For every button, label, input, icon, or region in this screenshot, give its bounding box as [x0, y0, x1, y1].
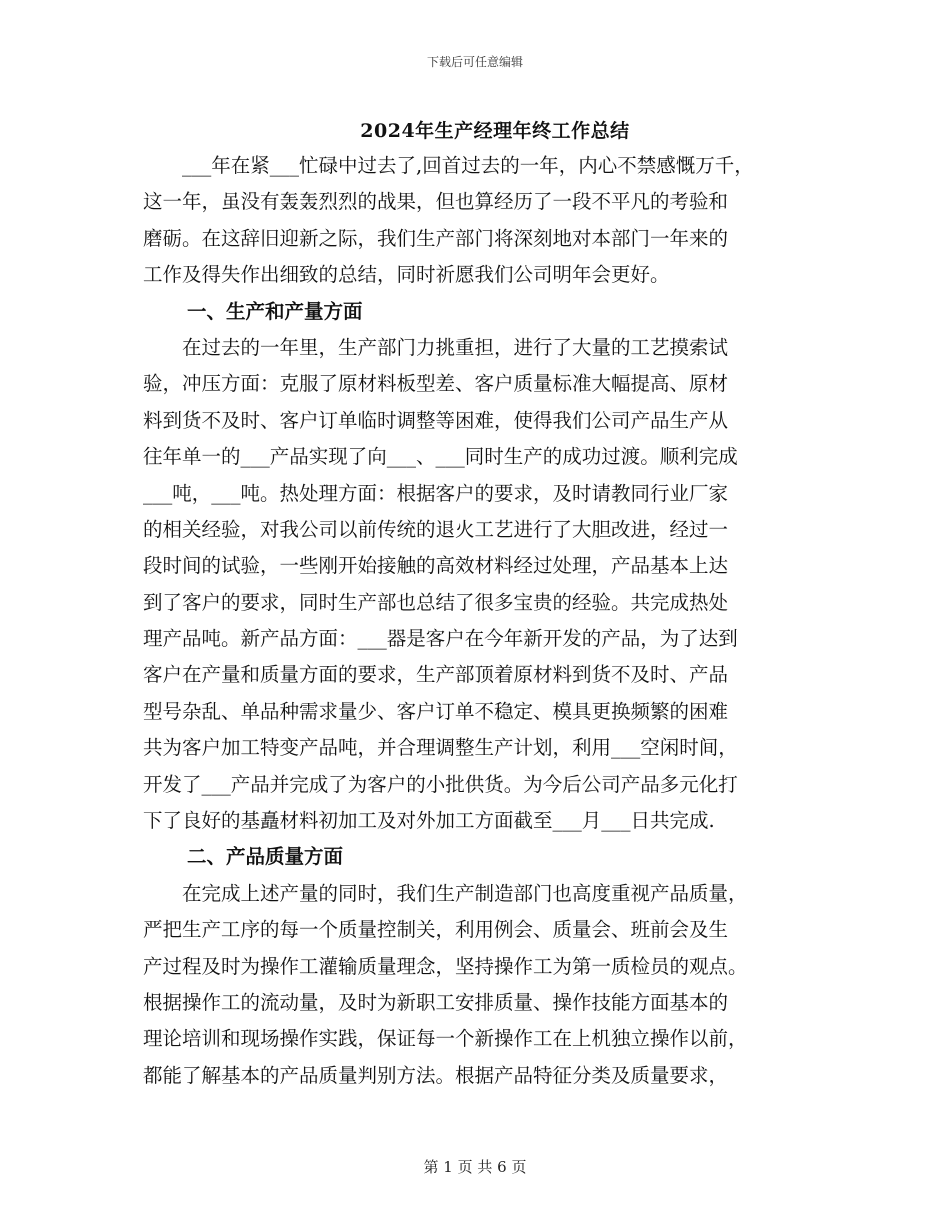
section1-line: 开发了___产品并完成了为客户的小批供货。为今后公司产品多元化打 — [143, 772, 738, 796]
section2-line: 产过程及时为操作工灌输质量理念，坚持操作工为第一质检员的观点。 — [143, 954, 748, 978]
intro-line: 这一年，虽没有轰轰烈烈的战果，但也算经历了一段不平凡的考验和 — [143, 190, 729, 214]
section1-line: 的相关经验，对我公司以前传统的退火工艺进行了大胆改进，经过一 — [143, 517, 729, 541]
section1-line: 往年单一的___产品实现了向___、___同时生产的成功过渡。顺利完成 — [143, 445, 738, 469]
section1-line: 在过去的一年里，生产部门力挑重担，进行了大量的工艺摸索试 — [143, 335, 729, 359]
intro-line: 工作及得失作出细致的总结，同时祈愿我们公司明年会更好。 — [143, 263, 670, 287]
section2-line: 根据操作工的流动量，及时为新职工安排质量、操作技能方面基本的 — [143, 990, 729, 1014]
section1-line: ___吨，___吨。热处理方面：根据客户的要求，及时请教同行业厂家 — [143, 481, 729, 505]
section-heading-quality: 二、产品质量方面 — [187, 845, 344, 869]
section2-line: 严把生产工序的每一个质量控制关，利用例会、质量会、班前会及生 — [143, 918, 729, 942]
document-title: 2024年生产经理年终工作总结 — [360, 120, 630, 142]
section1-line: 料到货不及时、客户订单临时调整等困难，使得我们公司产品生产从 — [143, 408, 729, 432]
intro-line: 磨砺。在这辞旧迎新之际，我们生产部门将深刻地对本部门一年来的 — [143, 226, 729, 250]
section1-line: 共为客户加工特变产品吨，并合理调整生产计划，利用___空闲时间， — [143, 736, 738, 760]
section-heading-production: 一、生产和产量方面 — [187, 299, 363, 323]
section1-line: 下了良好的基矗材料初加工及对外加工方面截至___月___日共完成. — [143, 809, 715, 833]
section1-line: 验，冲压方面：克服了原材料板型差、客户质量标准大幅提高、原材 — [143, 372, 729, 396]
section2-line: 在完成上述产量的同时，我们生产制造部门也高度重视产品质量， — [143, 881, 748, 905]
header-note: 下载后可任意编辑 — [426, 55, 523, 69]
document-body — [143, 148, 818, 1094]
section2-line: 都能了解基本的产品质量判别方法。根据产品特征分类及质量要求， — [143, 1063, 729, 1087]
section2-line: 理论培训和现场操作实践，保证每一个新操作工在上机独立操作以前， — [143, 1027, 748, 1051]
intro-line: ___年在紧___忙碌中过去了,回首过去的一年，内心不禁感慨万千， — [143, 154, 754, 177]
page-number: 第 1 页 共 6 页 — [423, 1158, 527, 1176]
section1-line: 理产品吨。新产品方面：___器是客户在今年新开发的产品，为了达到 — [143, 627, 738, 651]
section1-line: 客户在产量和质量方面的要求，生产部顶着原材料到货不及时、产品 — [143, 663, 729, 687]
section1-line: 到了客户的要求，同时生产部也总结了很多宝贵的经验。共完成热处 — [143, 590, 729, 614]
section1-line: 段时间的试验，一些刚开始接触的高效材料经过处理，产品基本上达 — [143, 554, 729, 578]
section1-line: 型号杂乱、单品种需求量少、客户订单不稳定、模具更换频繁的困难 — [143, 699, 729, 723]
